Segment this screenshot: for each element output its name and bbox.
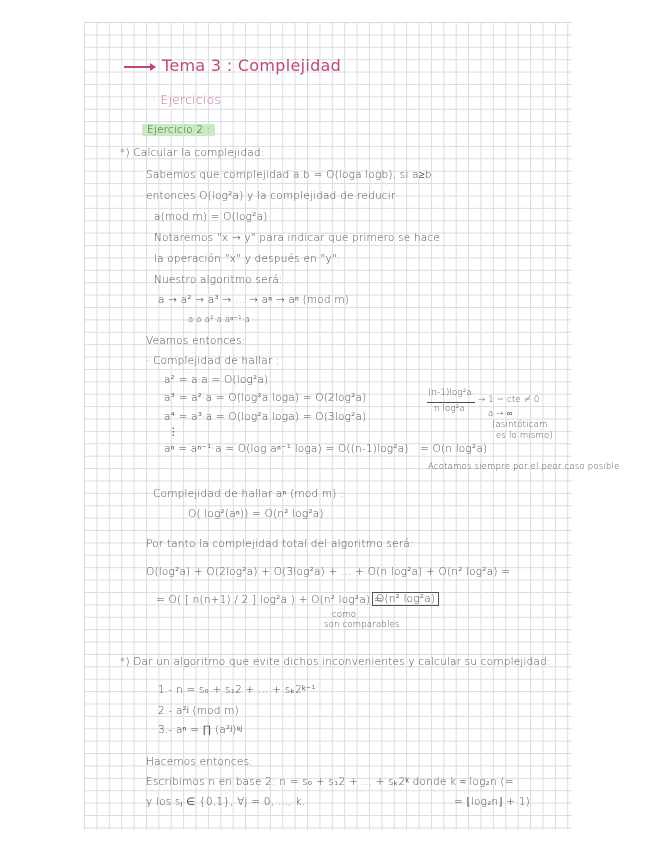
note-line: Por tanto la complejidad total del algoritmo será:: [146, 538, 414, 550]
notebook-page: [84, 22, 623, 830]
note-line: Escribimos n en base 2: n = s₀ + s₁2 + ... + sₖ2ᵏ donde k ≈ log₂n (=: [146, 776, 514, 788]
formula-line: O(log²a) + O(2log²a) + O(3log²a) + ... + O(n log²a) + O(n² log²a) =: [146, 566, 511, 578]
formula-line: a³ = a²·a = O(log²a loga) = O(2log²a): [164, 392, 367, 404]
note-line: · Complejidad de hallar :: [146, 355, 280, 367]
note-line: *) Calcular la complejidad:: [120, 147, 265, 159]
annotation: como: [332, 610, 357, 620]
step-line: 1.- n = s₀ + s₁2 + ... + sₖ2ᵏ⁻¹: [158, 684, 316, 696]
note-line: Notaremos "x → y" para indicar que primero se hace: [154, 232, 441, 244]
annotation: son comparables: [324, 620, 400, 630]
note-line: *) Dar un algoritmo que evite dichos inconvenientes y calcular su complejidad:: [120, 656, 551, 668]
note-line: entonces O(log²a) y la complejidad de reducir: [146, 190, 396, 202]
side-limit-sub: a → ∞: [488, 409, 513, 419]
formula-line: a² = a·a = O(log²a): [164, 374, 269, 386]
step-line: 3.- aⁿ = ∏ (a²ʲ)ˢʲ: [158, 724, 243, 736]
note-line: y los sⱼ ∈ {0,1}, ∀j = 0, ..., k.: [146, 796, 306, 808]
annotation: Acotamos siempre por el peor caso posible.: [428, 462, 623, 472]
page-subtitle: · Ejercicios: [152, 92, 222, 107]
formula-subline: a·a a²·a aⁿ⁻¹·a: [188, 315, 251, 325]
formula-line: = O(n log²a): [420, 443, 488, 455]
side-limit: → 1 = cte ≠ 0: [478, 395, 540, 405]
note-line: a(mod m) = O(log²a): [154, 211, 268, 223]
note-line: = ⌊log₂n⌋ + 1): [454, 796, 530, 808]
formula-line: O( log²(aⁿ)) = O(n² log²a): [188, 508, 324, 520]
side-fraction-numerator: (n-1)log²a: [428, 388, 472, 398]
note-line: Nuestro algoritmo será:: [154, 274, 283, 286]
formula-line: = O( [ n(n+1) / 2 ] log²a ) + O(n² log²a) =: [156, 594, 383, 606]
side-remark: (asintóticam.: [492, 420, 551, 430]
formula-line: a → a² → a³ → ... → aⁿ → aⁿ (mod m): [158, 294, 350, 306]
note-line: · Complejidad de hallar aⁿ (mod m) :: [146, 488, 344, 500]
formula-line: ⋮: [168, 426, 179, 438]
step-line: 2.- a²ʲ (mod m): [158, 705, 239, 717]
note-line: Hacemos entonces:: [146, 756, 253, 768]
note-line: la operación "x" y después en "y".: [154, 253, 341, 265]
result-box: O(n² log²a): [372, 592, 439, 606]
page-title: Tema 3 : Complejidad: [162, 56, 342, 75]
side-remark: es lo mismo): [496, 431, 553, 441]
formula-line: a⁴ = a³·a = O(log²a loga) = O(3log²a): [164, 411, 367, 423]
title-arrow-icon: [124, 66, 154, 68]
note-line: Sabemos que complejidad a.b = O(loga logb), si a≥b: [146, 169, 432, 181]
note-line: Veamos entonces:: [146, 335, 246, 347]
formula-line: aⁿ = aⁿ⁻¹·a = O(log aⁿ⁻¹ loga) = O((n-1)log²a): [164, 443, 409, 455]
exercise-tag: Ejercicio 2 :: [142, 124, 215, 136]
side-fraction-denominator: n log²a: [434, 404, 465, 414]
